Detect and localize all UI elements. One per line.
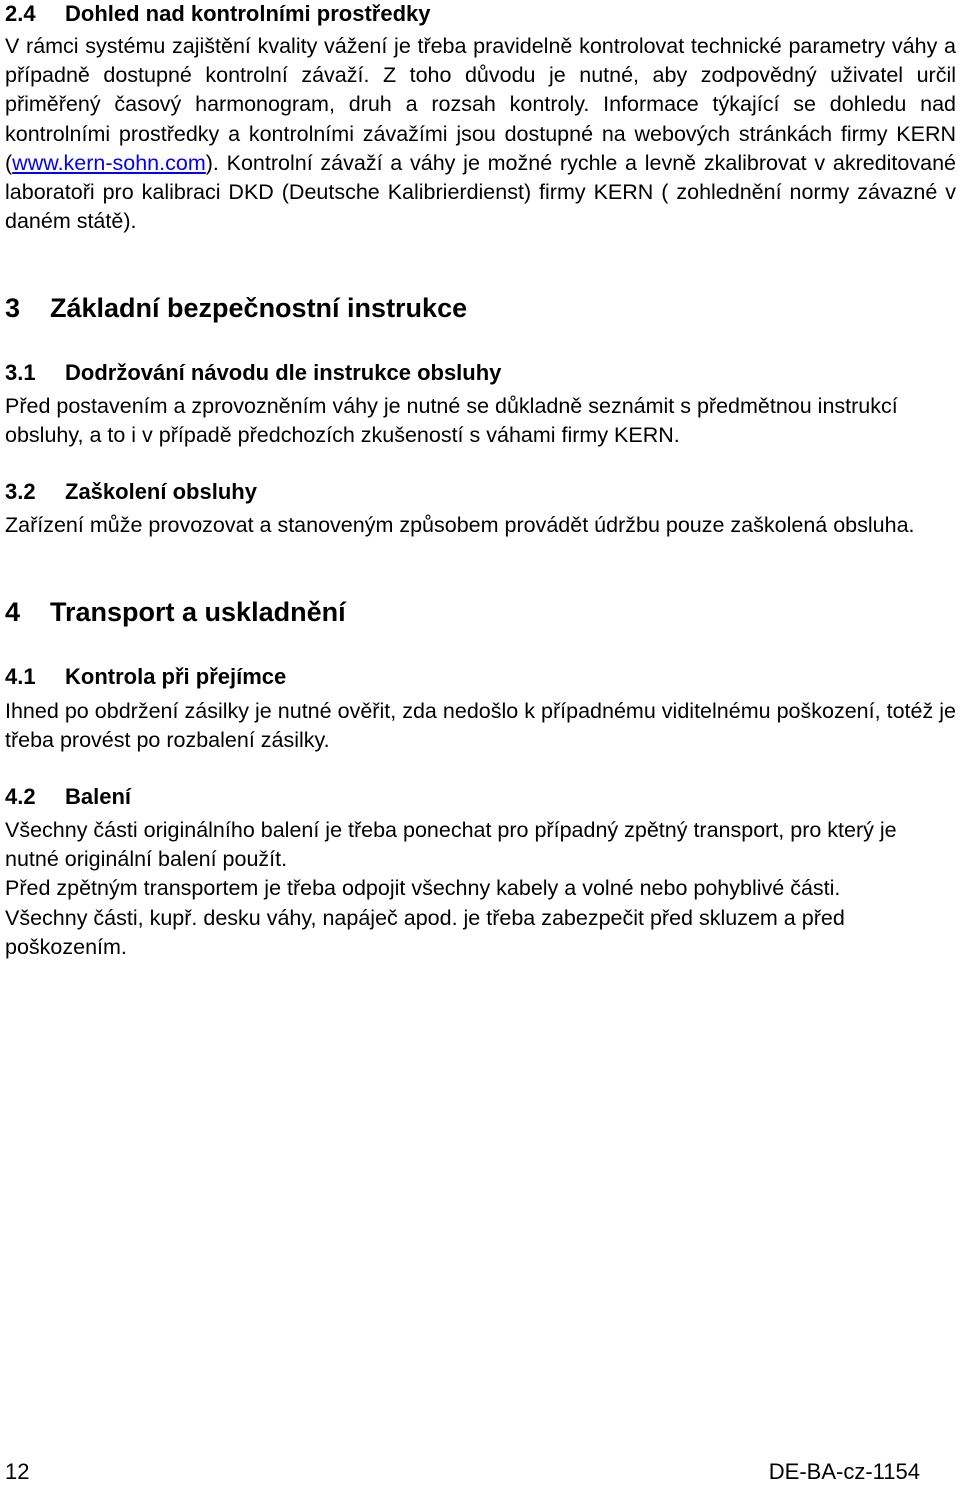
section-3-heading	[5, 291, 467, 325]
document-code: DE-BA-cz-1154	[768, 1459, 920, 1484]
paragraph-text: ). Kontrolní závaží a váhy je možné rychle a levně zkalibrovat v akreditované laboratoři pro kalibraci DKD (Deutsche Kalibrierdienst) firmy KERN ( zohlednění normy závazné v daném státě).	[5, 150, 956, 234]
section-title: Kontrola při přejímce	[65, 664, 287, 689]
section-number: 3	[5, 293, 21, 323]
section-2-4-paragraph	[5, 32, 956, 236]
section-title: Základní bezpečnostní instrukce	[50, 293, 468, 323]
section-4-2-paragraph-3: Všechny části, kupř. desku váhy, napáječ apod. je třeba zabezpečit před skluzem a před poškozením.	[5, 905, 845, 959]
section-4-heading	[5, 595, 346, 629]
section-title: Dohled nad kontrolními prostředky	[65, 1, 431, 26]
section-4-1-paragraph: Ihned po obdržení zásilky je nutné ověřit, zda nedošlo k případnému viditelnému poškození, totéž je třeba provést po rozbalení zásilky.	[5, 699, 956, 753]
section-title: Transport a uskladnění	[50, 597, 346, 627]
kern-website-link[interactable]: www.kern-sohn.com	[12, 150, 206, 175]
section-number: 3.1	[5, 360, 36, 385]
section-4-2-paragraph-1: Všechny části originálního balení je třeba ponechat pro případný zpětný transport, pro který je nutné originální balení použít.	[5, 818, 897, 872]
section-title: Balení	[65, 784, 132, 809]
section-title: Dodržování návodu dle instrukce obsluhy	[65, 360, 502, 385]
page-number: 12	[5, 1459, 30, 1484]
section-number: 3.2	[5, 479, 36, 504]
section-4-2-heading	[5, 782, 131, 811]
section-title: Zaškolení obsluhy	[65, 479, 257, 504]
section-2-4-heading	[5, 0, 430, 28]
section-3-1-paragraph: Před postavením a zprovozněním váhy je nutné se důkladně seznámit s předmětnou instrukcí obsluhy, a to i v případě předchozích zkušeností s váhami firmy KERN.	[5, 394, 898, 448]
section-3-1-heading	[5, 358, 501, 387]
section-3-2-heading	[5, 477, 257, 506]
section-number: 4	[5, 597, 21, 627]
section-4-2-body	[5, 816, 957, 962]
section-3-2-paragraph: Zařízení může provozovat a stanoveným způsobem provádět údržbu pouze zaškolená obsluha.	[5, 513, 915, 537]
paragraph-text: V rámci systému zajištění kvality vážení je třeba pravidelně kontrolovat technické parametry váhy a případně dostupné kontrolní závaží. Z toho důvodu je nutné, aby zodpovědný uživatel určil přiměřený časový harmonogram, druh a rozsah kontroly. Informace týkající se dohledu nad kontrolními prostředky a kontrolními závažími jsou dostupné na webových stránkách firmy KERN (	[5, 34, 956, 175]
section-4-1-heading	[5, 662, 286, 691]
section-number: 2.4	[5, 1, 36, 26]
section-number: 4.1	[5, 664, 36, 689]
section-4-2-paragraph-2: Před zpětným transportem je třeba odpojit všechny kabely a volné nebo pohyblivé části.	[5, 876, 841, 901]
section-number: 4.2	[5, 784, 36, 809]
